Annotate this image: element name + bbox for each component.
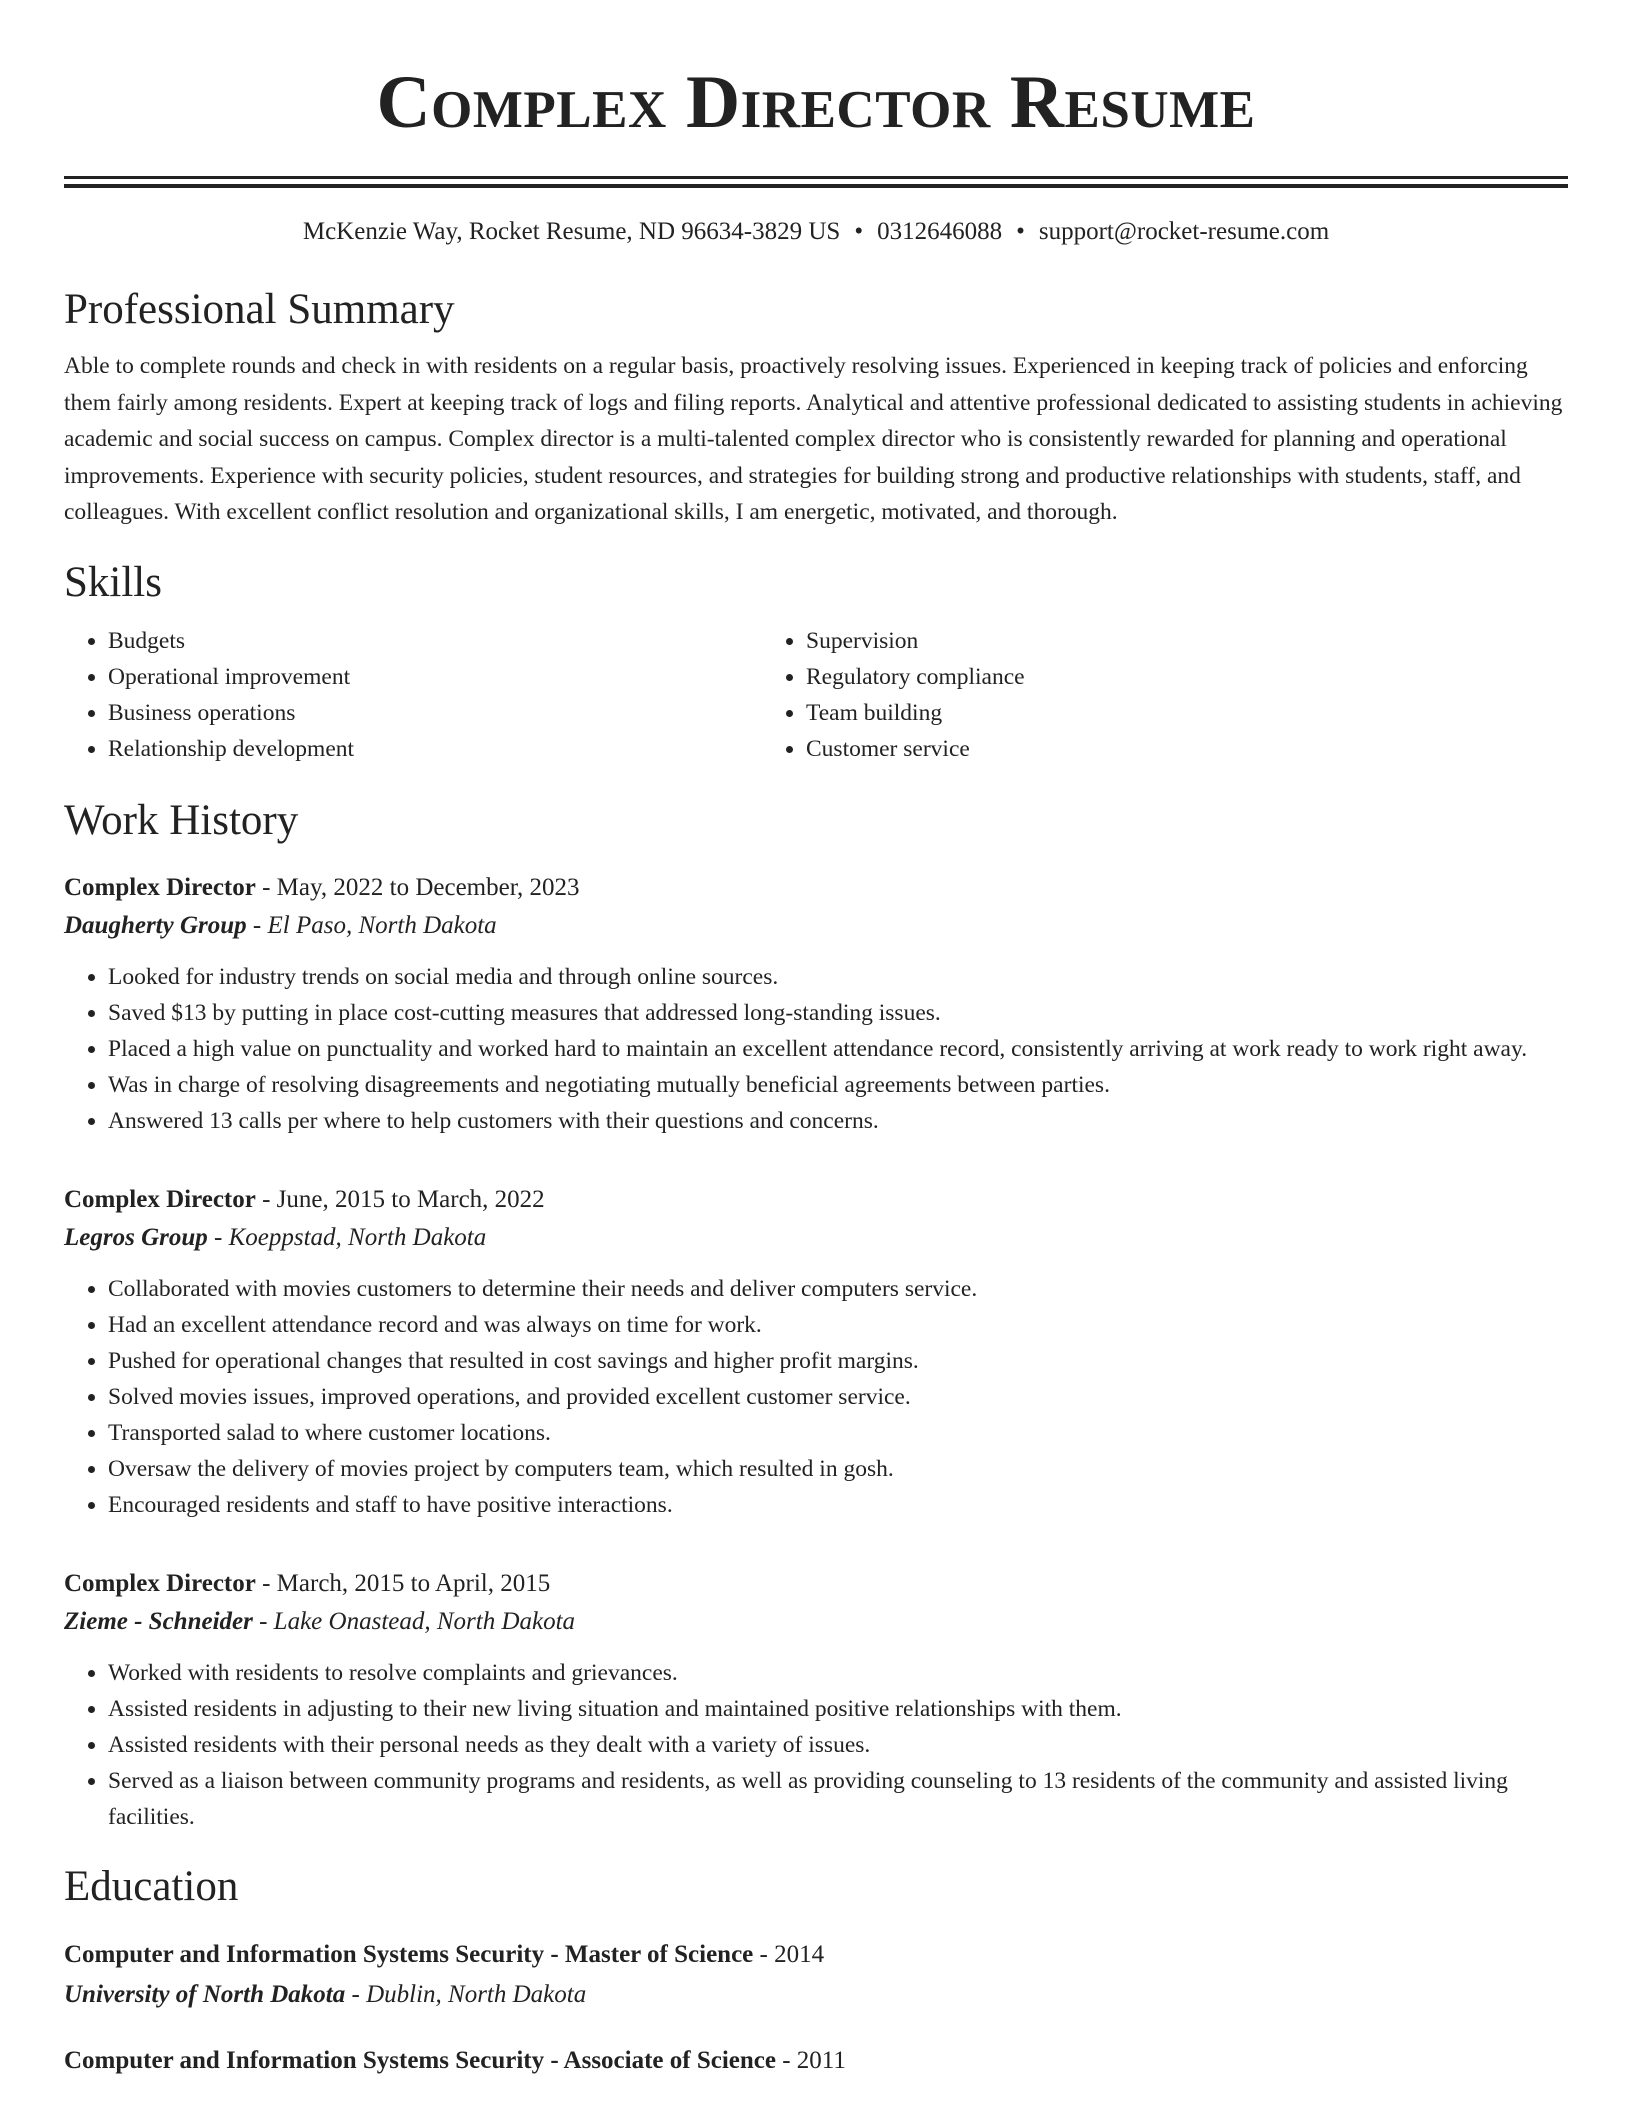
job-title: Complex Director	[64, 1185, 256, 1213]
education-school: University of North Dakota	[64, 1980, 346, 2008]
contact-line	[64, 214, 1568, 250]
work-history-heading: Work History	[64, 796, 299, 844]
job-title-line	[64, 1181, 1568, 1219]
job-bullets	[64, 1271, 1568, 1523]
job-title: Complex Director	[64, 1569, 256, 1597]
job-bullet: • Placed a high value on punctuality and worked hard to maintain an excellent attendance record, consistently arriving at work ready to work right away.	[108, 1031, 1568, 1067]
job-company-line	[64, 1219, 1568, 1257]
job-bullet: • Saved $13 by putting in place cost-cutting measures that addressed long-standing issues.	[108, 995, 1568, 1031]
job-bullet: • Was in charge of resolving disagreements and negotiating mutually beneficial agreements between parties.	[108, 1067, 1568, 1103]
job-company: Legros Group	[64, 1223, 208, 1251]
job-company: Daugherty Group	[64, 911, 247, 939]
job-bullet: • Had an excellent attendance record and was always on time for work.	[108, 1307, 1568, 1343]
job-bullet: • Worked with residents to resolve complaints and grievances.	[108, 1655, 1568, 1691]
job-bullet: • Solved movies issues, improved operations, and provided excellent customer service.	[108, 1379, 1568, 1415]
job-dates: - June, 2015 to March, 2022	[255, 1185, 545, 1213]
skill-item: • Team building	[806, 695, 1460, 731]
job-dates: - March, 2015 to April, 2015	[255, 1569, 551, 1597]
job-title: Complex Director	[64, 873, 256, 901]
skill-item: • Budgets	[108, 623, 762, 659]
job-location: - El Paso, North Dakota	[246, 911, 497, 939]
job-bullets	[64, 1655, 1568, 1835]
education-school-line	[64, 1975, 1568, 2015]
job-bullet: • Assisted residents with their personal needs as they dealt with a variety of issues.	[108, 1727, 1568, 1763]
education-entry	[64, 1935, 1568, 2015]
title-rule-bottom	[64, 184, 1568, 188]
contact-separator: •	[854, 218, 864, 245]
skills-column-left	[64, 623, 762, 767]
skills-heading: Skills	[64, 558, 162, 606]
job-title-line	[64, 1565, 1568, 1603]
job-company-line	[64, 907, 1568, 945]
contact-phone: 0312646088	[877, 218, 1003, 245]
skill-item: • Customer service	[806, 731, 1460, 767]
summary-text: Able to complete rounds and check in with residents on a regular basis, proactively resolving issues. Experienced in keeping track of policies and enforcing them fairly among residents. Expert at keeping track of logs and filing reports. Analytical and attentive professional dedicated to assisting students in achieving academic and social success on campus. Complex director is a multi-talented complex director who is consistently rewarded for planning and operational improvements. Experience with security policies, student resources, and strategies for building strong and productive relationships with students, staff, and colleagues. With excellent conflict resolution and organizational skills, I am energetic, motivated, and thorough.	[64, 353, 1563, 525]
title-rule-top	[64, 176, 1568, 179]
summary-heading: Professional Summary	[64, 286, 455, 333]
education-degree: Computer and Information Systems Security - Master of Science	[64, 1940, 754, 1968]
job-bullet: • Transported salad to where customer locations.	[108, 1415, 1568, 1451]
skill-item: • Supervision	[806, 623, 1460, 659]
resume-page	[64, 0, 1568, 2081]
education-degree-line	[64, 1935, 1568, 1975]
education-entry	[64, 2041, 1568, 2081]
skills-list	[64, 623, 1568, 767]
education-heading: Education	[64, 1862, 239, 1910]
job-location: - Lake Onastead, North Dakota	[252, 1607, 576, 1635]
job-entry	[64, 1181, 1568, 1523]
job-bullet: • Answered 13 calls per where to help customers with their questions and concerns.	[108, 1103, 1568, 1139]
job-bullet: • Pushed for operational changes that resulted in cost savings and higher profit margins.	[108, 1343, 1568, 1379]
job-dates: - May, 2022 to December, 2023	[255, 873, 580, 901]
education-degree: Computer and Information Systems Security - Associate of Science	[64, 2046, 776, 2074]
job-bullet: • Looked for industry trends on social media and through online sources.	[108, 959, 1568, 995]
skill-item: • Business operations	[108, 695, 762, 731]
job-title-line	[64, 869, 1568, 907]
contact-address: McKenzie Way, Rocket Resume, ND 96634-3829 US	[302, 218, 841, 245]
skill-item: • Relationship development	[108, 731, 762, 767]
skills-column-right	[762, 623, 1460, 767]
job-bullets	[64, 959, 1568, 1139]
education-location: - Dublin, North Dakota	[345, 1980, 587, 2008]
education-year: - 2011	[775, 2046, 846, 2074]
contact-separator: •	[1016, 218, 1025, 245]
job-location: - Koeppstad, North Dakota	[207, 1223, 487, 1251]
job-entry	[64, 1565, 1568, 1835]
contact-email: support@rocket-resume.com	[1038, 218, 1330, 245]
skill-item: • Operational improvement	[108, 659, 762, 695]
job-company: Zieme - Schneider	[64, 1607, 253, 1635]
job-company-line	[64, 1603, 1568, 1641]
job-bullet: • Oversaw the delivery of movies project by computers team, which resulted in gosh.	[108, 1451, 1568, 1487]
skill-item: • Regulatory compliance	[806, 659, 1460, 695]
resume-title: Complex Director Resume	[376, 61, 1256, 144]
job-entry	[64, 869, 1568, 1139]
education-degree-line	[64, 2041, 1568, 2081]
job-bullet: • Collaborated with movies customers to determine their needs and deliver computers service.	[108, 1271, 1568, 1307]
job-bullet: • Served as a liaison between community programs and residents, as well as providing counseling to 13 residents of the community and assisted living facilities.	[108, 1763, 1568, 1835]
job-bullet: • Assisted residents in adjusting to their new living situation and maintained positive relationships with them.	[108, 1691, 1568, 1727]
job-bullet: • Encouraged residents and staff to have positive interactions.	[108, 1487, 1568, 1523]
education-year: - 2014	[753, 1940, 825, 1968]
